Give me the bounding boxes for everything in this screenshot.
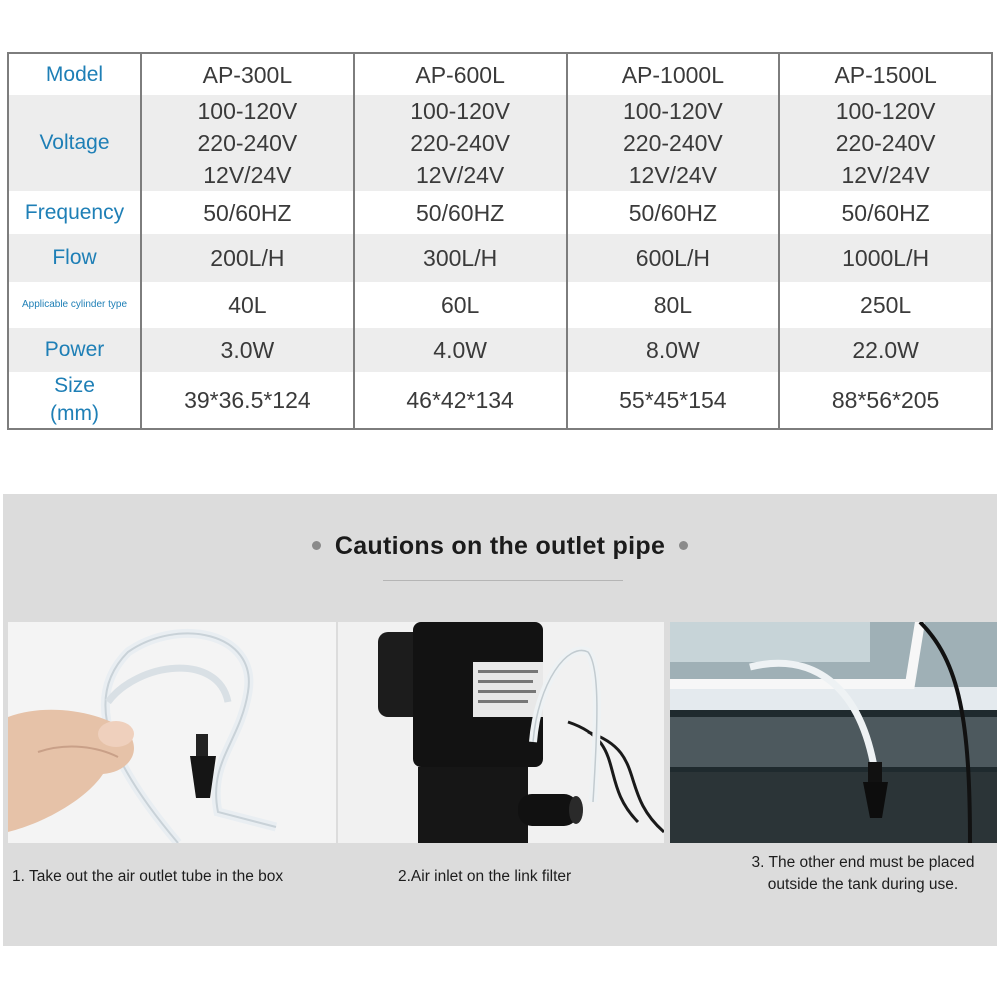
header-frequency: Frequency [8, 191, 141, 234]
row-frequency [8, 191, 992, 234]
row-size [8, 372, 992, 429]
model-cell: AP-1500L [779, 53, 992, 95]
flow-cell: 300L/H [354, 234, 567, 282]
row-model [8, 53, 992, 95]
flow-cell: 200L/H [141, 234, 354, 282]
frequency-cell: 50/60HZ [354, 191, 567, 234]
model-cell: AP-300L [141, 53, 354, 95]
model-cell: AP-600L [354, 53, 567, 95]
voltage-cell: 100-120V 220-240V 12V/24V [141, 95, 354, 191]
frequency-cell: 50/60HZ [141, 191, 354, 234]
step-1-caption: 1. Take out the air outlet tube in the box [12, 868, 284, 885]
step-2-photo [338, 622, 664, 843]
frequency-cell: 50/60HZ [567, 191, 780, 234]
cylinder-cell: 250L [779, 282, 992, 328]
row-cylinder [8, 282, 992, 328]
power-cell: 22.0W [779, 328, 992, 372]
header-voltage: Voltage [8, 95, 141, 191]
header-flow: Flow [8, 234, 141, 282]
size-cell: 88*56*205 [779, 372, 992, 429]
voltage-cell: 100-120V 220-240V 12V/24V [567, 95, 780, 191]
cautions-panel [3, 494, 997, 946]
cautions-title: Cautions on the outlet pipe [3, 532, 997, 561]
power-cell: 3.0W [141, 328, 354, 372]
flow-cell: 600L/H [567, 234, 780, 282]
power-cell: 4.0W [354, 328, 567, 372]
size-cell: 46*42*134 [354, 372, 567, 429]
voltage-cell: 100-120V 220-240V 12V/24V [779, 95, 992, 191]
cylinder-cell: 60L [354, 282, 567, 328]
row-voltage [8, 95, 992, 191]
model-cell: AP-1000L [567, 53, 780, 95]
step-2-caption: 2.Air inlet on the link filter [398, 868, 572, 885]
cylinder-cell: 80L [567, 282, 780, 328]
row-power [8, 328, 992, 372]
power-cell: 8.0W [567, 328, 780, 372]
size-cell: 55*45*154 [567, 372, 780, 429]
title-divider [383, 580, 623, 581]
header-size: Size (mm) [8, 372, 141, 429]
step-3-caption: 3. The other end must be placed outside the tank during use. [751, 854, 975, 893]
row-flow [8, 234, 992, 282]
flow-cell: 1000L/H [779, 234, 992, 282]
cylinder-cell: 40L [141, 282, 354, 328]
bullet-dot-icon [679, 541, 688, 550]
size-cell: 39*36.5*124 [141, 372, 354, 429]
voltage-cell: 100-120V 220-240V 12V/24V [354, 95, 567, 191]
header-model: Model [8, 53, 141, 95]
step-3-photo [670, 622, 997, 843]
spec-table [7, 52, 993, 430]
bullet-dot-icon [312, 541, 321, 550]
step-1-photo [8, 622, 336, 843]
header-power: Power [8, 328, 141, 372]
frequency-cell: 50/60HZ [779, 191, 992, 234]
header-cylinder: Applicable cylinder type [8, 282, 141, 328]
